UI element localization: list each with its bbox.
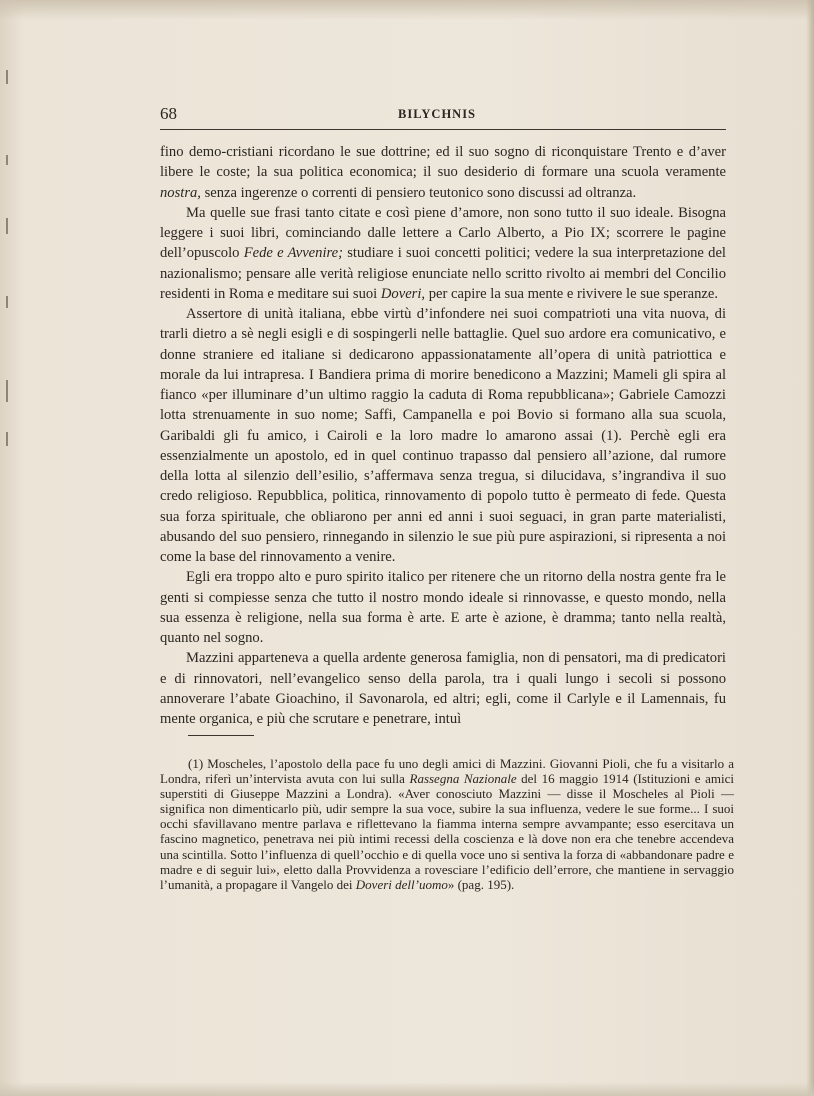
paragraph-2: Ma quelle sue frasi tanto citate e così piene d’amore, non sono tutto il suo ideale. Bisogna leggere i suoi libri, cominciando dalle lettere a Carlo Alberto, a Pio IX; scorrere le pagine dell’opuscolo Fede e Avvenire; studiare i suoi concetti politici; vedere la sua interpretazione del nazionalismo; pensare alle verità religiose enunciate nello scritto rivolto ai membri del Concilio residenti in Roma e meditare sui suoi Doveri, per capire la sua mente e rivivere le sue speranze. (160, 204, 726, 302)
journal-title: BILYCHNIS (398, 107, 477, 121)
page-bottom-shadow (0, 1082, 814, 1096)
footnote-rule (188, 735, 254, 736)
page-top-shadow (0, 0, 814, 20)
footnote-1: (1) Moscheles, l’apostolo della pace fu uno degli amici di Mazzini. Giovanni Pioli, che fu a visitarlo a Londra, riferì un’intervista avuta con lui sulla Rassegna Nazionale del 16 maggio 1914 (Istituzioni e amici superstiti di Giuseppe Mazzini a Londra). «Aver conosciuto Mazzini — disse il Moscheles al Pioli — significa non dimenticarlo più, udir sempre la sua voce, subire la sua influenza, vedere le sue forme... I suoi occhi sfavillavano mentre parlava e riflettevano la fiamma interna sempre avvampante; esso esercitava un fascino magnetico, penetrava nei più intimi recessi della coscienza e là dove non era che tenebre accendeva una scintilla. Sotto l’influenza di quell’occhio e di quella voce uno si sentiva la forza di «abbandonare padre e madre e di seguir lui», eletto dalla Provvidenza a rovesciare l’edificio dell’errore, che mantiene in servaggio l’umanità, a propagare il Vangelo dei Doveri dell’uomo» (pag. 195). (160, 756, 734, 892)
main-text (160, 142, 726, 729)
binding-margin-marks (2, 60, 16, 480)
header-rule (160, 129, 726, 130)
page-number: 68 (160, 104, 177, 123)
page-right-edge (806, 0, 814, 1096)
paragraph-3: Assertore di unità italiana, ebbe virtù d’infondere nei suoi compatrioti una vita nuova, di trarli dietro a sè negli esigli e di sospingerli nelle battaglie. Quel suo ardore era comunicativo, e donne straniere ed italiane si dedicarono appassionatamente all’opera di unità patriottica e morale da lui intrapresa. I Bandiera prima di morire benedicono a Mazzini; Mameli gli spira al fianco «per illuminare d’un ultimo raggio la caduta di Roma repubblicana»; Gabriele Camozzi lotta strenuamente in suo nome; Saffi, Campanella e poi Bovio si formano alla sua scuola, Garibaldi gli fu amico, i Cairoli e la loro madre lo amarono assai (1). Perchè egli era essenzialmente un apostolo, ed in quel continuo trapasso dal pensiero all’azione, dal rumore della lotta al silenzio dell’esilio, s’affermava senza tregua, si dilucidava, s’ingrandiva il suo credo religioso. Repubblica, politica, rinnovamento di popolo tutto è permeato di fede. Questa sua forza spirituale, che obliarono per anni ed anni i suoi seguaci, in gran parte materialisti, abusando del suo pensiero, rinnegando in silenzio le sue più pure aspirazioni, si ripresenta a noi come la base del rinnovamento a venire. (160, 306, 726, 565)
footnote (160, 756, 734, 892)
paragraph-5: Mazzini apparteneva a quella ardente generosa famiglia, non di pensatori, ma di predicatori e di rinnovatori, nell’evangelico senso della parola, tra i quali lungo i secoli si possono annoverare l’abate Gioachino, il Savonarola, ed altri; egli, come il Carlyle e il Lamennais, fu mente organica, e più che scrutare e penetrare, intuì (160, 650, 726, 727)
paragraph-1: fino demo-cristiani ricordano le sue dottrine; ed il suo sogno di riconquistare Trento e d’aver libere le coste; la sua politica economica; il suo desiderio di formare una scuola veramente nostra, senza ingerenze o correnti di pensiero teutonico sono discussi ad oltranza. (160, 144, 726, 201)
paragraph-4: Egli era troppo alto e puro spirito italico per ritenere che un ritorno della nostra gente fra le genti si compiesse senza che tutto il nostro mondo ideale si rinnovasse, e questo mondo, nella sua essenza è religione, nella sua forma è arte. E arte è azione, è dramma; tanto nella realtà, quanto nel sogno. (160, 569, 726, 646)
running-head (160, 104, 726, 130)
